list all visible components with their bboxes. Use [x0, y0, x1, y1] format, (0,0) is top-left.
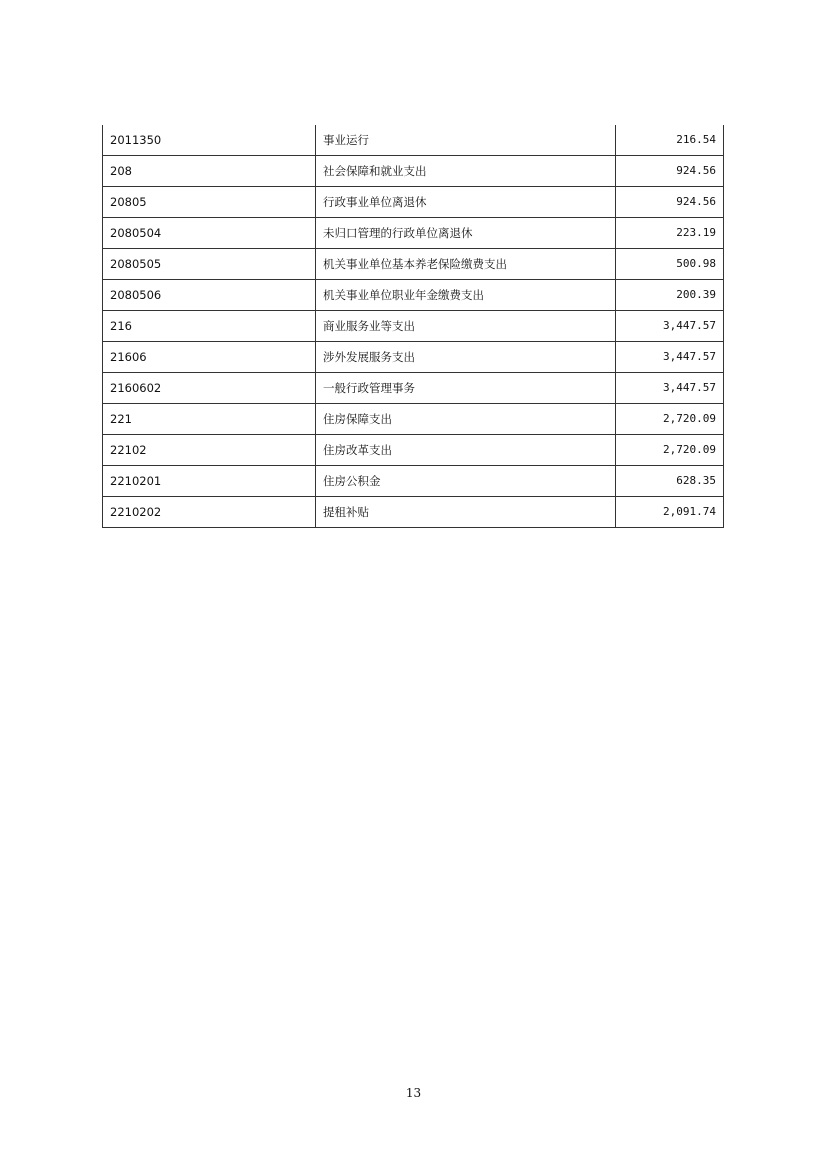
subject-code-cell: 22102	[103, 435, 316, 466]
table-row	[103, 249, 724, 280]
subject-name-cell: 住房保障支出	[316, 404, 616, 435]
subject-code-cell: 2210202	[103, 497, 316, 528]
amount-cell: 200.39	[616, 280, 724, 311]
table-row	[103, 497, 724, 528]
table-row	[103, 435, 724, 466]
subject-code-cell: 2080506	[103, 280, 316, 311]
subject-name-cell: 提租补贴	[316, 497, 616, 528]
amount-cell: 216.54	[616, 125, 724, 156]
table-row	[103, 280, 724, 311]
amount-cell: 223.19	[616, 218, 724, 249]
amount-cell: 3,447.57	[616, 373, 724, 404]
table-row	[103, 218, 724, 249]
subject-code-cell: 20805	[103, 187, 316, 218]
subject-name-cell: 住房公积金	[316, 466, 616, 497]
subject-name-cell: 住房改革支出	[316, 435, 616, 466]
table-row	[103, 342, 724, 373]
subject-code-cell: 2080504	[103, 218, 316, 249]
amount-cell: 500.98	[616, 249, 724, 280]
amount-cell: 924.56	[616, 187, 724, 218]
amount-cell: 2,091.74	[616, 497, 724, 528]
subject-name-cell: 机关事业单位职业年金缴费支出	[316, 280, 616, 311]
amount-cell: 3,447.57	[616, 311, 724, 342]
subject-code-cell: 221	[103, 404, 316, 435]
subject-code-cell: 21606	[103, 342, 316, 373]
subject-name-cell: 事业运行	[316, 125, 616, 156]
subject-name-cell: 一般行政管理事务	[316, 373, 616, 404]
subject-code-cell: 216	[103, 311, 316, 342]
amount-cell: 3,447.57	[616, 342, 724, 373]
subject-code-cell: 2080505	[103, 249, 316, 280]
table-row	[103, 311, 724, 342]
table-row	[103, 187, 724, 218]
subject-name-cell: 行政事业单位离退休	[316, 187, 616, 218]
subject-name-cell: 商业服务业等支出	[316, 311, 616, 342]
table-row	[103, 156, 724, 187]
table-body	[103, 125, 724, 528]
table-row	[103, 466, 724, 497]
subject-code-cell: 2011350	[103, 125, 316, 156]
subject-name-cell: 未归口管理的行政单位离退休	[316, 218, 616, 249]
page-number: 13	[405, 1086, 422, 1100]
subject-code-cell: 2160602	[103, 373, 316, 404]
amount-cell: 2,720.09	[616, 435, 724, 466]
subject-code-cell: 2210201	[103, 466, 316, 497]
amount-cell: 924.56	[616, 156, 724, 187]
subject-name-cell: 社会保障和就业支出	[316, 156, 616, 187]
table-row	[103, 125, 724, 156]
amount-cell: 628.35	[616, 466, 724, 497]
table-row	[103, 404, 724, 435]
subject-code-cell: 208	[103, 156, 316, 187]
amount-cell: 2,720.09	[616, 404, 724, 435]
subject-name-cell: 涉外发展服务支出	[316, 342, 616, 373]
subject-name-cell: 机关事业单位基本养老保险缴费支出	[316, 249, 616, 280]
table-row	[103, 373, 724, 404]
budget-table	[102, 125, 724, 528]
